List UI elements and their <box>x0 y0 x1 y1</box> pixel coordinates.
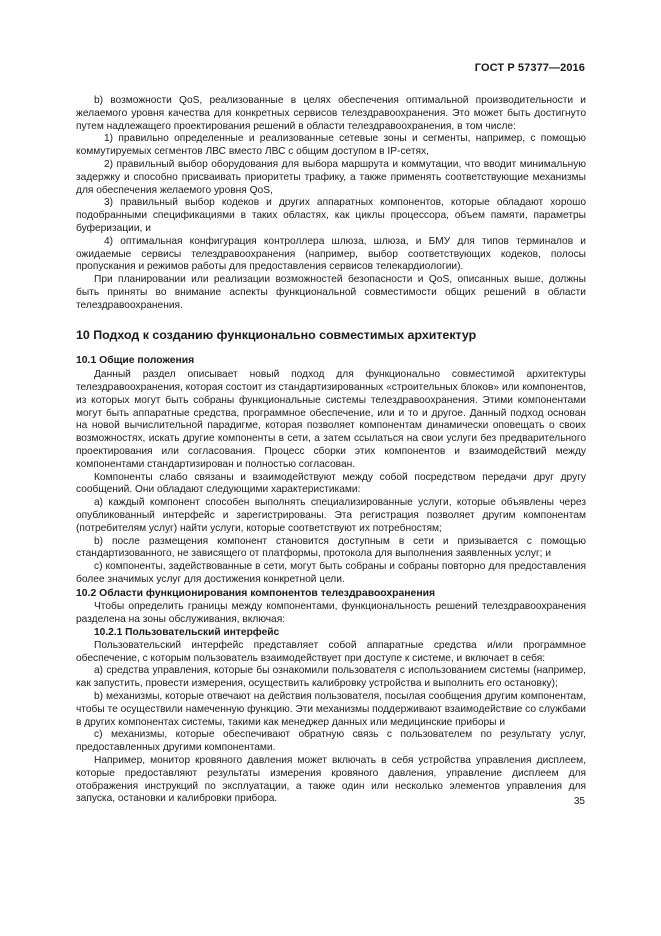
section-10-1-paragraph-2: Компоненты слабо связаны и взаимодействуют между собой посредством передачи друг другу сообщений. Они обладают следующими характеристиками: <box>76 471 586 496</box>
intro-subitem-1: 1) правильно определенные и реализованные сетевые зоны и сегменты, например, с помощью коммутируемых сегментов ЛВС вместо ЛВС с общим доступом в IP-сетях, <box>76 133 586 158</box>
intro-closing-paragraph: При планировании или реализации возможностей безопасности и QoS, описанных выше, должны быть приняты во внимание аспекты функциональной совместимости общих решений в области телездравоохранения. <box>76 274 586 311</box>
section-10-2-1-item-a: a) средства управления, которые бы ознакомили пользователя с использованием системы (например, как запустить, провести измерения, осуществить калибровку устройства и выполнить его остановку); <box>76 665 586 690</box>
section-10-2-paragraph-1: Чтобы определить границы между компонентами, функциональность решений телездравоохранения разделена на зоны обслуживания, включая: <box>76 601 586 626</box>
intro-subitem-2: 2) правильный выбор оборудования для выбора маршрута и коммутации, что вводит минимальную задержку и способно присваивать приоритеты трафику, а также применять соответствующие механизмы для обеспечения желаемого уровня QoS, <box>76 158 586 196</box>
section-10-1-item-a: a) каждый компонент способен выполнять специализированные услуги, которые объявлены через опубликованный интерфейс и зарегистрированы. Эта регистрация позволяет другим компонентам (потребителям услуг) найти услуги, которые соответствуют их потребностям; <box>76 497 586 534</box>
section-10-2-1-item-c: c) механизмы, которые обеспечивают обратную связь с пользователем по результату услуг, предоставленных другими компонентами. <box>76 729 586 754</box>
intro-subitem-3: 3) правильный выбор кодеков и других аппаратных компонентов, которые обладают хорошо подобранными спецификациями в таких областях, как циклы процессора, объем памяти, параметры буферизации, и <box>76 197 586 234</box>
section-10-2-1-item-b: b) механизмы, которые отвечают на действия пользователя, посылая сообщения другим компонентам, чтобы те осуществили намеченную функцию. Эти механизмы поддерживают взаимодействие со службами в других компонентах системы, такими как менеджер данных или медицинские приборы и <box>76 691 586 728</box>
section-10-2-1-paragraph-1: Пользовательский интерфейс представляет собой аппаратные средства и/или программное обеспечение, с которым пользователь взаимодействует при доступе к системе, и включает в себя: <box>76 639 586 664</box>
section-10-2-heading: 10.2 Области функционирования компонентов телездравоохранения <box>76 587 436 599</box>
section-10-2-1-example: Например, монитор кровяного давления может включать в себя устройства управления дисплеем, которые предоставляют результаты измерения кровяного давления, управление дисплеем для отображения инструкций по эксплуатации, а также один или несколько элементов управления для запуска, остановки и калибровки прибора. <box>76 755 586 805</box>
page-content <box>76 95 586 806</box>
section-10-heading: 10 Подход к созданию функционально совместимых архитектур <box>76 327 477 342</box>
section-10-2-1-heading: 10.2.1 Пользовательский интерфейс <box>94 627 280 639</box>
section-10-1-item-b: b) после размещения компонент становится доступным в сети и призывается с помощью стандартизованного, не зависящего от платформы, протокола для выполнения заявленных услуг; и <box>76 535 586 560</box>
intro-subitem-4: 4) оптимальная конфигурация контроллера шлюза, шлюза, и БМУ для типов терминалов и ожидаемые сервисы телездравоохранения (например, выбор соответствующих кодеков, полосы пропускания и режимов работы для предоставления сервисов телекардиологии). <box>76 235 586 273</box>
section-10-1-heading: 10.1 Общие положения <box>76 355 195 367</box>
intro-item-b: b) возможности QoS, реализованные в целях обеспечения оптимальной производительности и желаемого уровня качества для конкретных сервисов телездравоохранения. Это может быть достигнуто путем надлежащего проектирования решений в области телездравоохранения, в том числе: <box>76 95 586 132</box>
section-10-1-item-c: c) компоненты, задействованные в сети, могут быть собраны и собраны повторно для предоставления более значимых услуг для достижения конкретной цели. <box>76 561 586 585</box>
standard-designation: ГОСТ Р 57377—2016 <box>474 62 585 74</box>
section-10-1-paragraph-1: Данный раздел описывает новый подход для функционально совместимой архитектуры телездравоохранения, которая состоит из стандартизированных «строительных блоков» или компонентов, из которых могут быть собраны функциональные системы телездравоохранения. Этими компонентами могут быть аппаратные средства, программное обеспечение, или и то и другое. Данный подход основан на новой вычислительной парадигме, которая позволяет компонентам динамически оповещать о своих возможностях, искать другие компоненты в сети, а затем ссылаться на свои услуги без предварительного проектирования или согласования. Процесс сборки этих компонентов и взаимодействий между компонентами стандартизирован и полностью согласован. <box>76 369 586 470</box>
page-number: 35 <box>573 796 585 807</box>
